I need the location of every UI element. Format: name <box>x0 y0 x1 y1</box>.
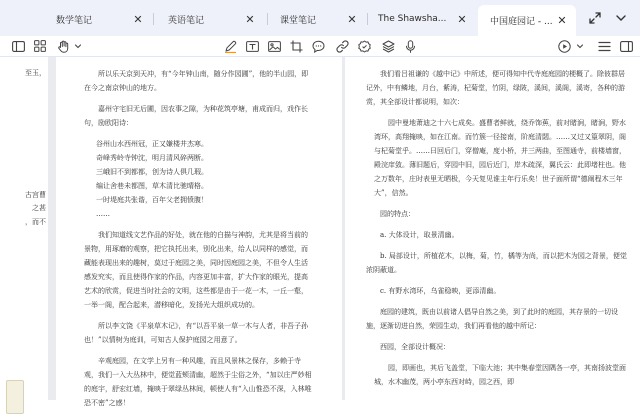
link-icon <box>336 40 349 53</box>
page-middle[interactable] <box>56 57 342 407</box>
tab-label: 数学笔记 <box>56 15 93 26</box>
poem-line: 奇峰秀岭寺钟沈，明月清风碎两断。 <box>96 154 208 162</box>
tab-label: 课堂笔记 <box>280 15 317 26</box>
tab-label: 英语笔记 <box>168 15 205 26</box>
poem-line: 编让舍巷未都图，草木清比驰晴格。 <box>96 182 208 190</box>
image-tool[interactable] <box>266 38 282 54</box>
image-icon <box>268 40 281 53</box>
text-line <box>0 283 48 297</box>
hand-tool[interactable] <box>55 38 71 54</box>
poem-line: 三峨旧不到都都，创为诗人俱几瑕。 <box>96 168 208 176</box>
close-icon[interactable]: ✕ <box>347 12 357 26</box>
thumbnail-view[interactable] <box>32 38 48 54</box>
crop-icon <box>290 40 303 53</box>
microphone-icon <box>404 40 417 53</box>
crop-tool[interactable] <box>288 38 304 54</box>
text-line <box>0 297 48 311</box>
page-left[interactable] <box>0 57 48 400</box>
quote-paragraph: 园，即画也，其后飞盖堂，下临大池；其中集春堂因隅各一亭，其南扬波堂面城，水木幽茂，两小亭东西对峙，园之西，即 <box>374 364 626 386</box>
poem-line: 谷州山水西州冠，正又嫌楼井杰寒。 <box>96 140 208 148</box>
tab-label: The Shawsha... <box>378 14 447 24</box>
link-tool[interactable] <box>334 38 350 54</box>
presentation-play[interactable] <box>556 38 572 54</box>
page-right[interactable] <box>345 57 640 400</box>
more-menu[interactable] <box>596 38 612 54</box>
tab-chinese-garden[interactable] <box>478 5 576 36</box>
text-line: 古宫曹 <box>25 190 46 199</box>
tab-bar <box>0 0 640 36</box>
paragraph: b. 局部设计，所植花木，以梅，菊，竹，橘等为尚，而以把木为园之背景，便觉浓阴蔽道。 <box>366 252 627 274</box>
text-line <box>0 229 48 243</box>
poem-block <box>84 137 314 221</box>
text-line <box>0 108 48 122</box>
text-line <box>0 81 48 95</box>
right-panel-toggle[interactable] <box>618 38 634 54</box>
paragraph: 我们知道线文艺作品的好处，就在他的白描与神韵，尤其是将当前的景物，用琢磨的观察，把它执托出来，别化出来，给人以同样的感觉，而藏能表现出来的趣树，莫过于庭园之美，同时因庭园之美，不但令人生活感发究实，而且使得作家的作品，内容更加丰富，扩大作家的眼光，提高艺术的欣赏，促进当时社会的文明，这些都是由于一花一木，一丘一壑，一举一阁，配合起来，潜移暗化，发扬光大组织成功的。 <box>84 231 308 309</box>
comment-icon <box>312 40 325 53</box>
text-line <box>0 121 48 135</box>
tab-shawshank[interactable] <box>366 6 476 32</box>
panel-icon <box>620 41 633 52</box>
text-line: ，而不 <box>25 217 46 226</box>
paragraph: a. 大体设计，取景清幽。 <box>380 231 459 239</box>
tab-label: 中国庭园记 - ... <box>490 17 553 27</box>
menu-icon <box>598 41 611 52</box>
paragraph: 所以乐天京到天冲，有“今年钟山南，随分作园圃”，他的半山园，即在今之南京钟山的地方。 <box>84 70 309 92</box>
text-line <box>0 162 48 176</box>
close-icon[interactable]: ✕ <box>557 14 567 27</box>
text-line <box>0 94 48 108</box>
stamp-icon <box>358 40 371 53</box>
page-right-text <box>366 67 628 396</box>
paragraph: 园的特点： <box>380 210 415 218</box>
layers-icon <box>382 40 395 53</box>
stamp-tool[interactable] <box>356 38 372 54</box>
document-area[interactable] <box>0 57 640 407</box>
paragraph: 西园，全部设计概况： <box>380 343 450 351</box>
paragraph: c. 有野水湾环，乌雀稳映，更添清幽。 <box>380 287 501 295</box>
sidebar-toggle[interactable] <box>10 38 26 54</box>
paragraph: 庭园的建筑，既由以前诸人倡导自然之美，到了此时的庭园，其存景的一切设施，逐渐切进自然，荣园生动，我们再看他的越中所记： <box>366 308 618 330</box>
tab-class-notes[interactable] <box>268 6 366 32</box>
chevron-down-icon <box>615 12 627 24</box>
text-line <box>0 324 48 338</box>
text-line <box>0 243 48 257</box>
close-icon[interactable]: ✕ <box>457 12 467 26</box>
poem-line: 一时堤庭共张谐，百年父老拥愤腹！ <box>96 196 208 204</box>
tab-math-notes[interactable] <box>44 6 152 32</box>
hand-tool-dropdown[interactable] <box>70 38 86 54</box>
chevron-down-icon <box>74 42 82 50</box>
text-box-icon <box>246 40 259 53</box>
sidebar-icon <box>12 41 25 52</box>
text-line <box>0 310 48 324</box>
paragraph: 所以李文饶《平泉草木记》，有“以吾平泉一草一木与人者，非吾子孙也！”以情树为庭训，可知古人保护庭园之用意了。 <box>84 322 309 344</box>
paragraph: 嘉州守宅旧无后圃，因农事之隙，为种花筑亭塘，甫成而归，戏作长句，励欧阳诗： <box>84 105 308 127</box>
expand-icon <box>589 12 601 24</box>
paragraph: 辛观庭园，在文学上另有一种风趣，而且风景林之保存，多赖于寺观，我们一入大丛林中，便觉蓝颊清幽，超然于尘俗之外，“加以庄严妙相的庭宇，舒宏红墙，掩映于翠绿丛林间，顿使人有“入山惟恐不深，入林唯恐不密”之感！ <box>84 357 312 407</box>
play-dropdown[interactable] <box>572 38 588 54</box>
text-line <box>0 175 48 189</box>
grid-icon <box>34 40 46 52</box>
pen-tool[interactable] <box>222 38 238 54</box>
pen-icon <box>224 40 237 53</box>
page-middle-text <box>84 67 314 417</box>
quote-paragraph: 园中曼地萧迪之十六七成矣。盛曹者鲜就，绕乔饰蕉，前对睹涧，睹涧，野水湾环，高翔掩映，如在江南。而竹簇一径接南，阶庭清閟。……又过又篁翠阴，阁与杞菊堂乎。……曰回后门，穿僧庵，度小桥，并三两曲，至图通寺，前楼墙窗，殿浣庠敛。薄旧题后，穿园中旧，园后近门，岸木疏深，翼氏云：此即堵柱也。他之万数年，庄时表里无晒极，今天复见谁主年行乐矣！世子面所谓“德阐程木三年大”，信然。 <box>374 119 626 197</box>
close-icon[interactable]: ✕ <box>133 12 143 26</box>
record-audio-tool[interactable] <box>402 38 418 54</box>
text-line <box>0 135 48 149</box>
text-box-tool[interactable] <box>244 38 260 54</box>
text-line: 至玉， <box>25 69 46 77</box>
paragraph: 我们看吕祖谦的《越中记》中所述，便可得知中代寺庭庭园的梗概了。除彼群居记外，中有鳞地，月台，紫涛，杞菊堂，竹阴，绿陂，溪间，溪阁，溪寄，各种的游赏，其全部设计都说明，如次： <box>366 70 625 106</box>
text-line: 之甚 <box>32 204 46 212</box>
text-line <box>0 148 48 162</box>
tab-english-notes[interactable] <box>156 6 264 32</box>
close-icon[interactable]: ✕ <box>245 12 255 26</box>
play-icon <box>558 40 571 53</box>
layers-tool[interactable] <box>380 38 396 54</box>
tab-list-button[interactable] <box>610 7 632 29</box>
toolbar <box>0 36 640 57</box>
hand-icon <box>57 40 70 53</box>
poem-line: …… <box>96 210 110 218</box>
comment-tool[interactable] <box>310 38 326 54</box>
text-line <box>0 256 48 270</box>
bookmark-thumbnail[interactable] <box>6 380 24 414</box>
tab-divider <box>153 13 154 25</box>
expand-button[interactable] <box>584 7 606 29</box>
chevron-down-icon <box>576 42 584 50</box>
text-line <box>0 270 48 284</box>
page-left-text <box>0 67 48 337</box>
